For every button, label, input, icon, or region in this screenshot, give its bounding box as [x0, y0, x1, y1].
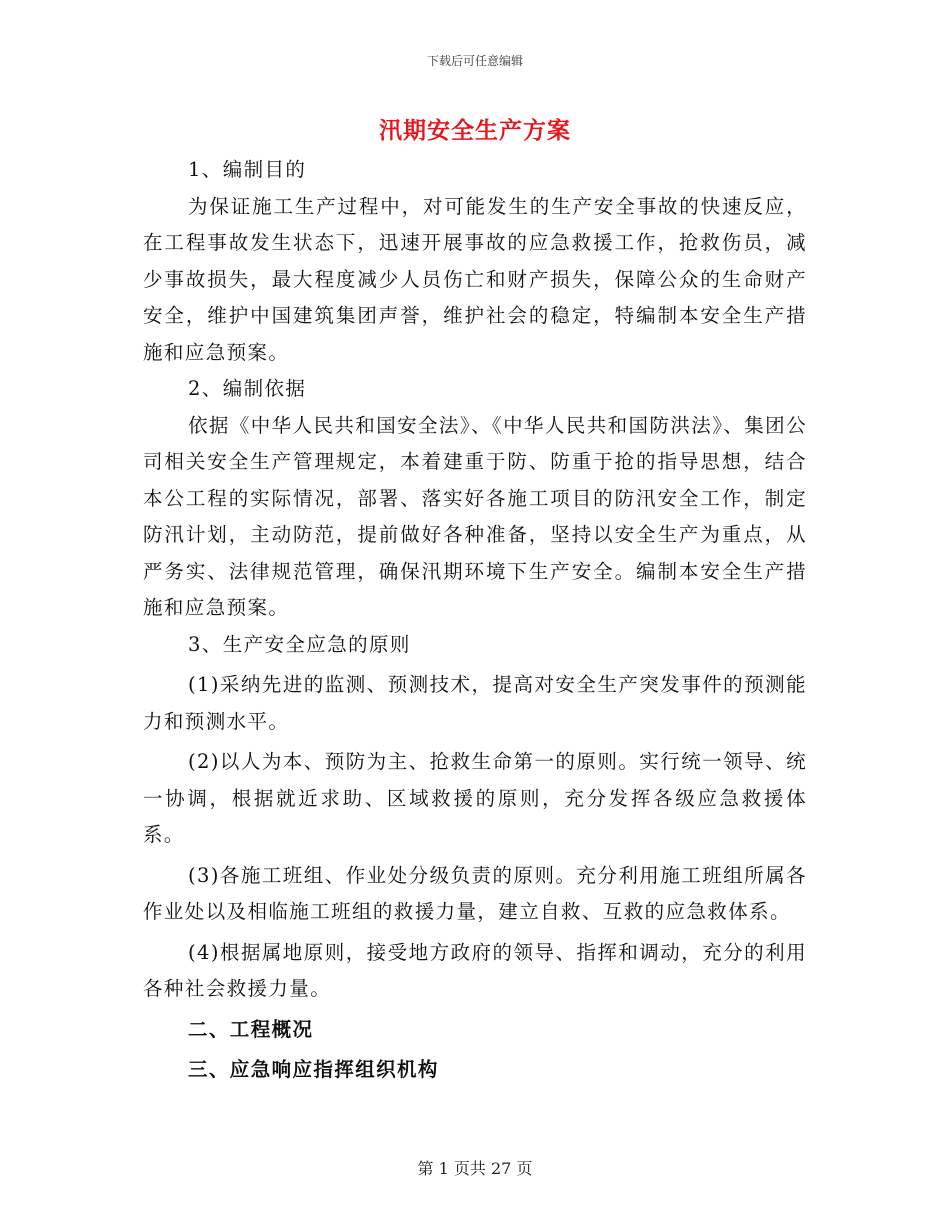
principle-item-1: (1)采纳先进的监测、预测技术，提高对安全生产突发事件的预测能力和预测水平。	[143, 673, 807, 733]
principle-item-3: (3)各施工班组、作业处分级负责的原则。充分利用施工班组所属各作业处以及相临施工班组的救援力量，建立自救、互救的应急救体系。	[143, 863, 807, 923]
section-heading-basis: 2、编制依据	[188, 377, 307, 400]
document-title: 汛期安全生产方案	[379, 117, 571, 144]
page-number-footer: 第 1 页共 27 页	[417, 1159, 533, 1178]
paragraph-basis: 依据《中华人民共和国安全法》、《中华人民共和国防洪法》、集团公司相关安全生产管理规定，本着建重于防、防重于抢的指导思想，结合本公工程的实际情况，部署、落实好各施工项目的防汛安全工作，制定防汛计划，主动防范，提前做好各种准备，坚持以安全生产为重点，从严务实、法律规范管理，确保汛期环境下生产安全。编制本安全生产措施和应急预案。	[143, 413, 807, 619]
section-heading-principles: 3、生产安全应急的原则	[188, 632, 411, 656]
section-heading-overview: 二、工程概况	[188, 1017, 314, 1041]
document-body	[143, 152, 807, 1089]
paragraph-purpose: 为保证施工生产过程中，对可能发生的生产安全事故的快速反应，在工程事故发生状态下，迅速开展事故的应急救援工作，抢救伤员，减少事故损失，最大程度减少人员伤亡和财产损失，保障公众的生命财产安全，维护中国建筑集团声誉，维护社会的稳定，特编制本安全生产措施和应急预案。	[143, 194, 807, 364]
principle-item-4: (4)根据属地原则，接受地方政府的领导、指挥和调动，充分的利用各种社会救援力量。	[143, 940, 807, 1000]
header-note: 下载后可任意编辑	[426, 54, 523, 68]
principle-item-2: (2)以人为本、预防为主、抢救生命第一的原则。实行统一领导、统一协调，根据就近求助、区域救援的原则，充分发挥各级应急救援体系。	[143, 750, 807, 846]
section-heading-command-structure: 三、应急响应指挥组织机构	[188, 1058, 439, 1081]
section-heading-purpose: 1、编制目的	[188, 158, 307, 181]
